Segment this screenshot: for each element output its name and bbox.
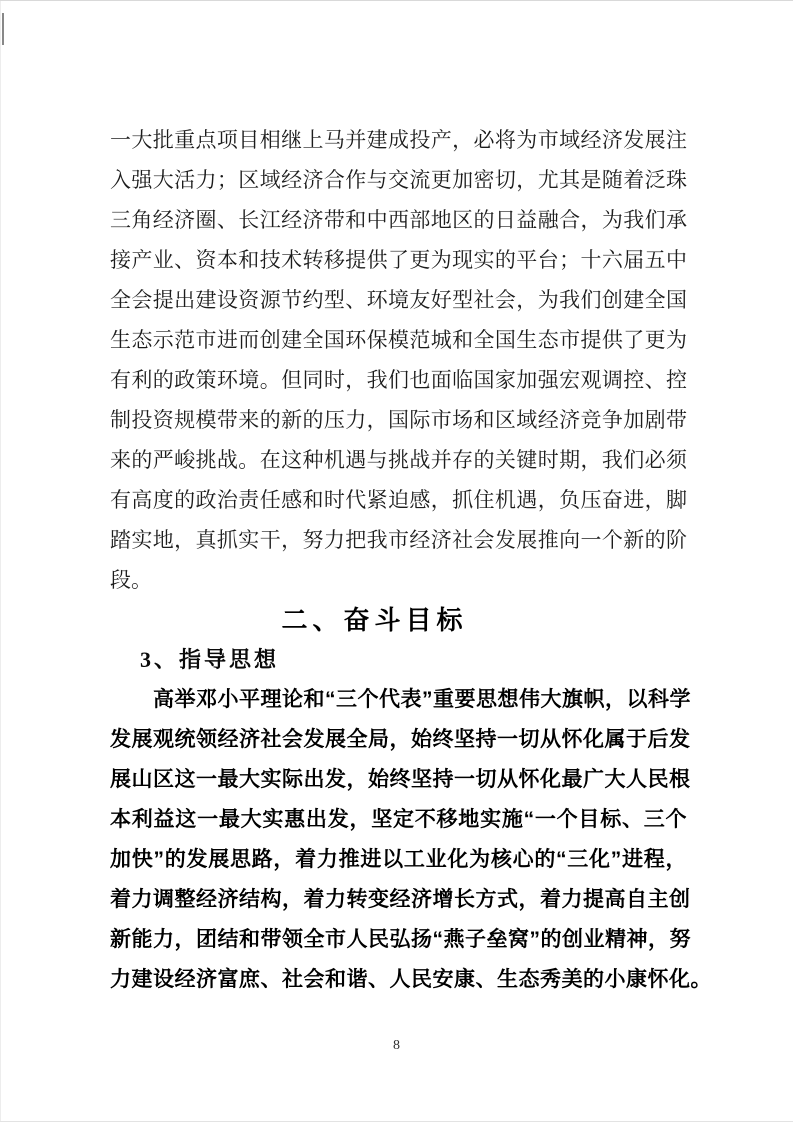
page-number: 8	[393, 1038, 400, 1053]
section-heading: 二、奋斗目标	[281, 605, 468, 635]
text-line: 新能力，团结和带领全市人民弘扬“燕子垒窝”的创业精神，努	[110, 928, 691, 951]
body-paragraph	[110, 120, 687, 600]
bold-paragraph	[110, 680, 712, 1000]
text-line: 发展观统领经济社会发展全局，始终坚持一切从怀化属于后发	[110, 728, 691, 751]
scan-artifact-mark	[2, 13, 4, 45]
page-footer	[0, 1036, 793, 1054]
text-line: 全会提出建设资源节约型、环境友好型社会，为我们创建全国	[110, 288, 687, 312]
text-line: 高举邓小平理论和“三个代表”重要思想伟大旗帜，以科学	[153, 688, 691, 711]
page-content	[110, 120, 712, 1000]
text-line: 制投资规模带来的新的压力，国际市场和区域经济竞争加剧带	[110, 408, 687, 432]
text-line: 有利的政策环境。但同时，我们也面临国家加强宏观调控、控	[110, 368, 687, 392]
text-line: 三角经济圈、长江经济带和中西部地区的日益融合，为我们承	[110, 208, 687, 232]
text-line: 有高度的政治责任感和时代紧迫感，抓住机遇，负压奋进，脚	[110, 488, 687, 512]
text-line: 本利益这一最大实惠出发，坚定不移地实施“一个目标、三个	[110, 808, 687, 831]
sub-heading: 3、指导思想	[140, 647, 280, 672]
text-line: 接产业、资本和技术转移提供了更为现实的平台；十六届五中	[110, 248, 687, 272]
text-line: 一大批重点项目相继上马并建成投产，必将为市域经济发展注	[110, 128, 687, 152]
text-line: 入强大活力；区域经济合作与交流更加密切，尤其是随着泛珠	[110, 168, 687, 192]
text-line: 段。	[110, 568, 152, 592]
text-line: 着力调整经济结构，着力转变经济增长方式，着力提高自主创	[110, 888, 691, 911]
text-line: 展山区这一最大实际出发，始终坚持一切从怀化最广大人民根	[110, 768, 691, 791]
text-line: 生态示范市进而创建全国环保模范城和全国生态市提供了更为	[110, 328, 687, 352]
text-line: 来的严峻挑战。在这种机遇与挑战并存的关键时期，我们必须	[110, 448, 687, 472]
text-line: 力建设经济富庶、社会和谐、人民安康、生态秀美的小康怀化。	[110, 968, 712, 991]
text-line: 踏实地，真抓实干，努力把我市经济社会发展推向一个新的阶	[110, 528, 687, 552]
text-line: 加快”的发展思路，着力推进以工业化为核心的“三化”进程，	[110, 848, 687, 871]
